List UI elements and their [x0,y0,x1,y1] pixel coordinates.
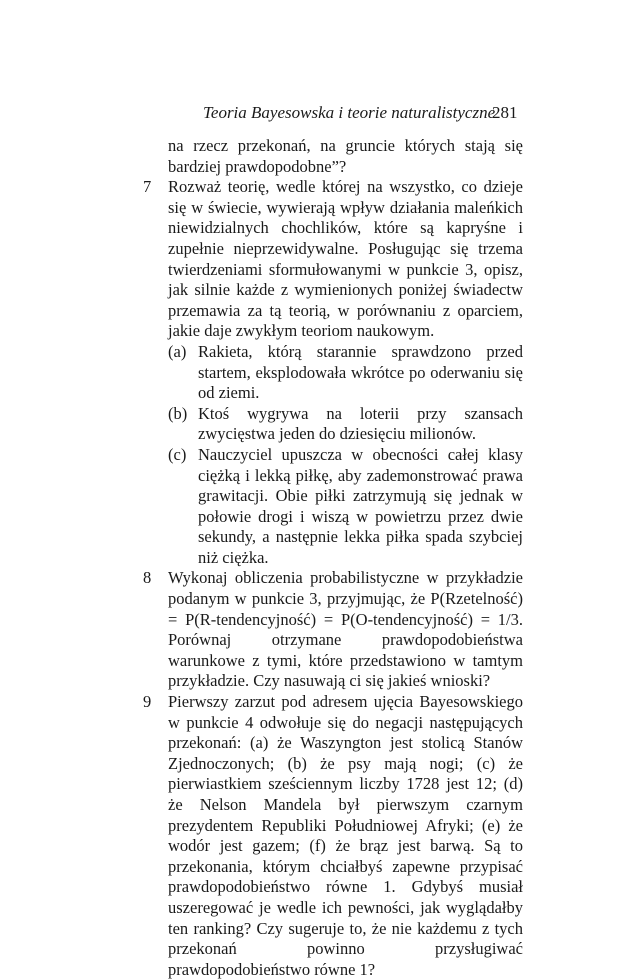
exercise-text: Rozważ teorię, wedle której na wszystko, co dzieje się w świecie, wywierają wpływ działania maleńkich niewidzialnych chochlików, które są kapryśne i zupełnie nieprzewidywalne. Posługując się trzema twierdzeniami sformułowanymi w punkcie 3, opisz, jak silnie każde z wymienionych poniżej świadectw przemawia za tą teorią, w porównaniu z oparciem, jakie daje zwykłym teoriom naukowym. [168,177,523,341]
continuation-paragraph: na rzecz przekonań, na gruncie których stają się bardziej prawdopodobne”? [168,136,523,176]
exercise-item [168,342,523,404]
exercise-item [168,404,523,445]
item-label: (a) [168,341,187,361]
exercise-9 [143,692,523,980]
item-label: (c) [168,444,187,464]
item-text: Nauczyciel upuszcza w obecności całej klasy ciężką i lekką piłkę, aby zademonstrować prawa grawitacji. Obie piłki zatrzymują się jednak w połowie drogi i wiszą w powietrzu przez dwie sekundy, a następnie lekka piłka spada szybciej niż ciężka. [198,444,523,567]
exercise-number: 9 [143,692,152,712]
exercise-text: Pierwszy zarzut pod adresem ujęcia Bayesowskiego w punkcie 4 odwołuje się do negacji następujących przekonań: (a) że Waszyngton jest stolicą Stanów Zjednoczonych; (b) że psy mają nogi; (c) że pierwiastkiem sześciennym liczby 1728 jest 12; (d) że Nelson Mandela był pierwszym czarnym prezydentem Republiki Południowej Afryki; (e) że wodór jest gazem; (f) że brąz jest barwą. Są to przekonania, którym chciałbyś zapewne przypisać prawdopodobieństwo równe 1. Gdybyś musiał uszeregować je wedle ich pewności, jak wyglądałby ten ranking? Czy sugeruje to, że nie każdemu z tych przekonań powinno przysługiwać prawdopodobieństwo równe 1? [168,692,523,979]
running-title: Teoria Bayesowska i teorie naturalistyczne [203,103,496,122]
item-text: Rakieta, którą starannie sprawdzono przed startem, eksplodowała wkrótce po oderwaniu się od ziemi. [198,341,523,403]
page-number: 281 [492,103,518,122]
body-text [143,136,523,980]
item-text: Ktoś wygrywa na loterii przy szansach zwycięstwa jeden do dziesięciu milionów. [198,403,523,444]
exercise-number: 7 [143,177,152,197]
exercise-text: Wykonaj obliczenia probabilistyczne w przykładzie podanym w punkcie 3, przyjmując, że P(Rzetelność) = P(R-tendencyjność) = P(O-tendencyjność) = 1/3. Porównaj otrzymane prawdopodobieństwa warunkowe z tymi, które przedstawiono w tamtym przykładzie. Czy nasuwają ci się jakieś wnioski? [168,568,523,691]
exercise-number: 8 [143,568,152,588]
exercise-item [168,445,523,569]
item-label: (b) [168,403,188,423]
running-head [203,103,523,123]
exercise-8 [143,568,523,692]
exercise-7 [143,177,523,568]
